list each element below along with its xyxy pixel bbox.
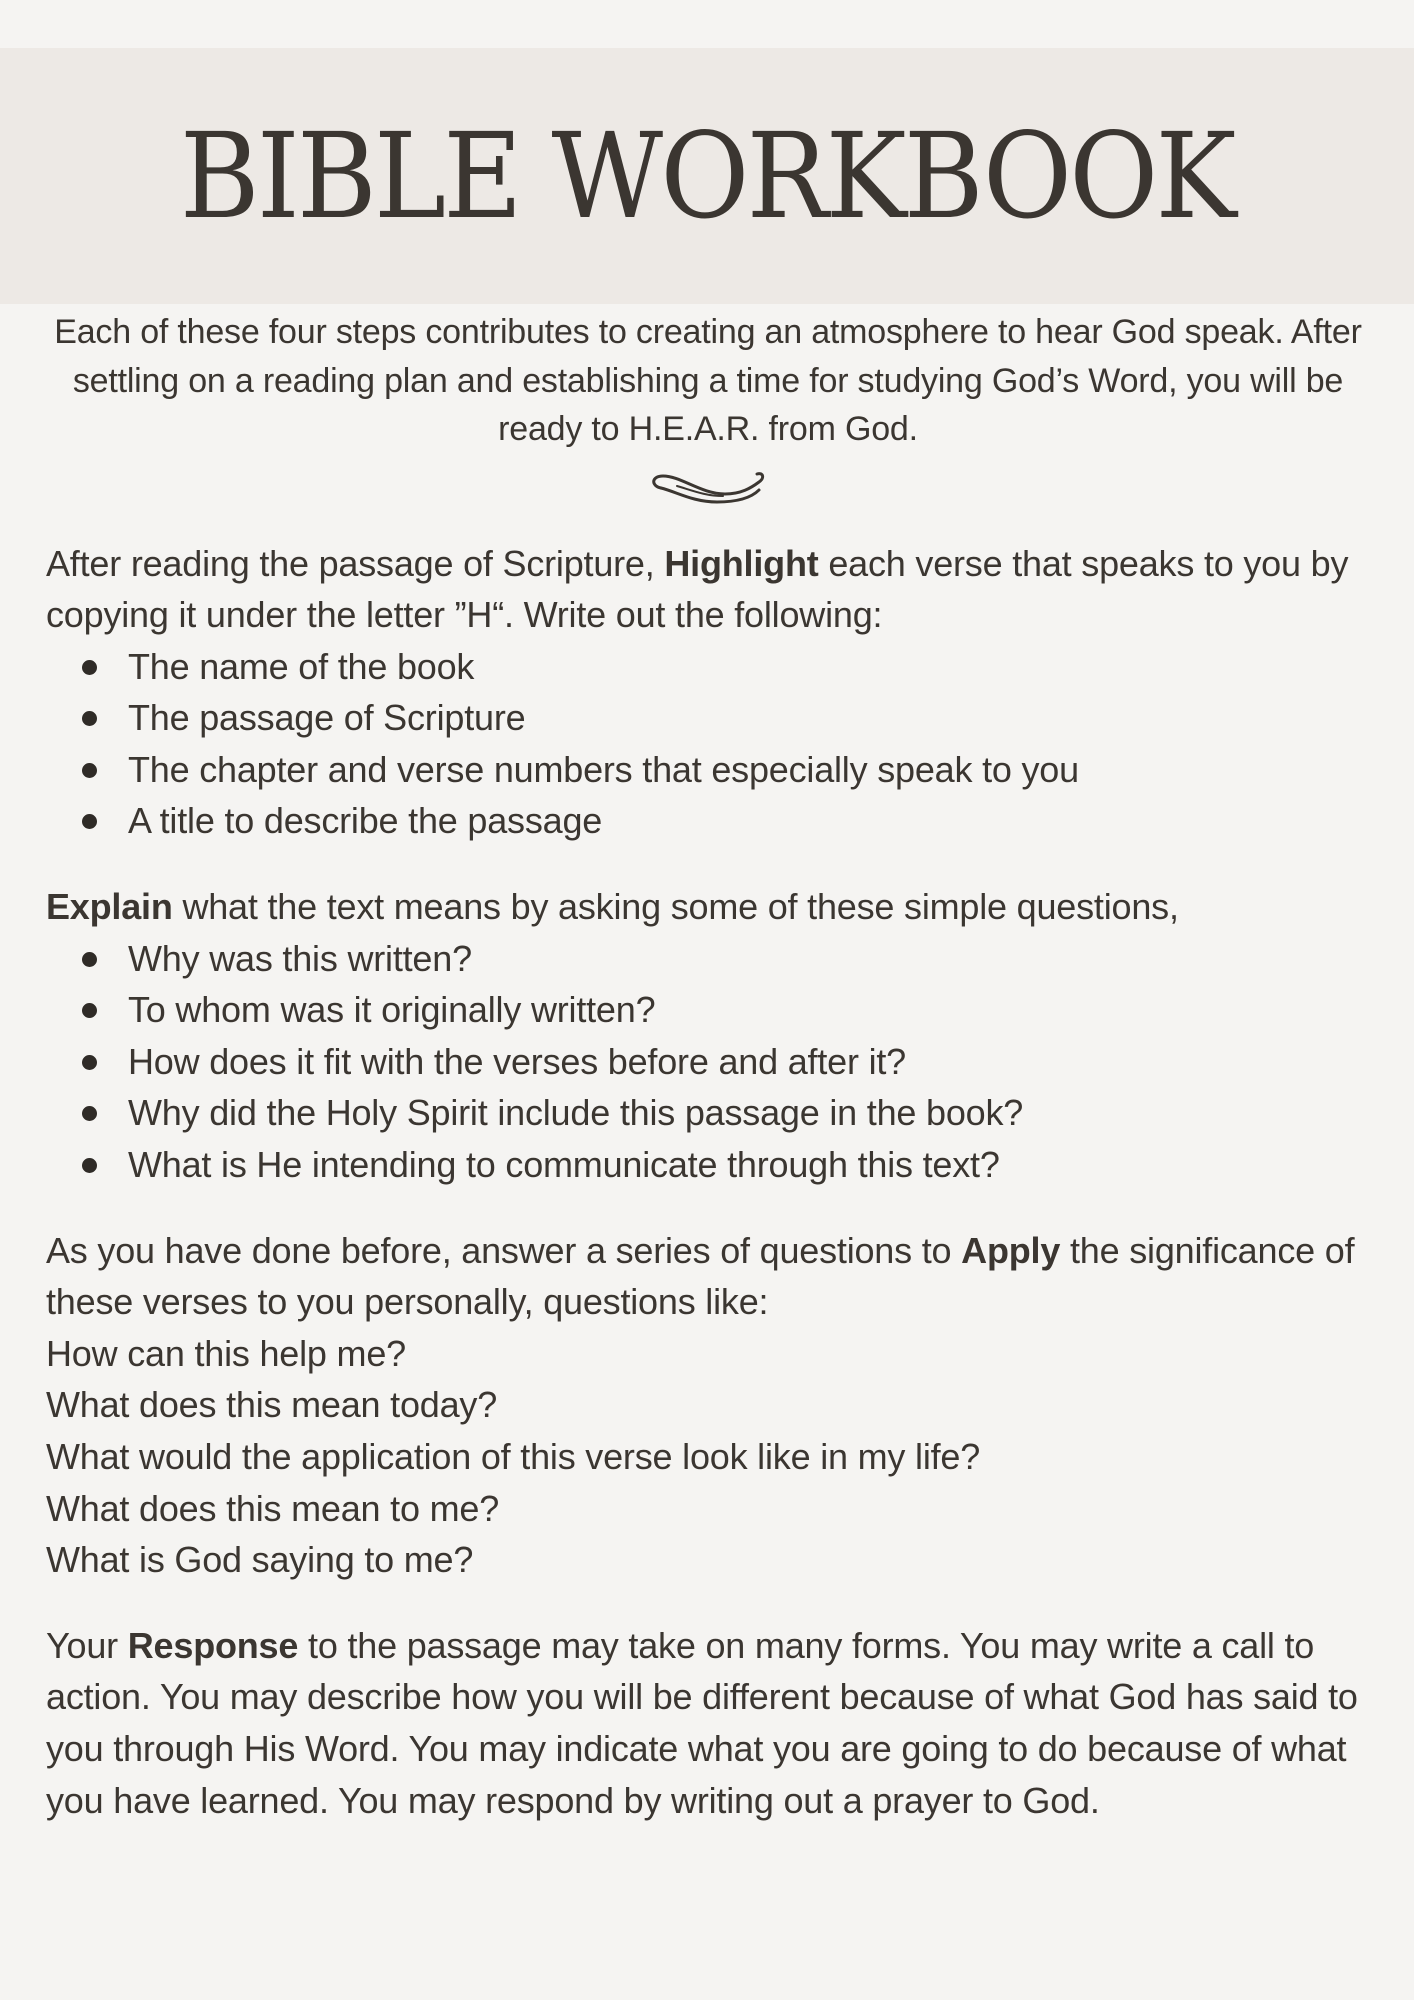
list-item: Why was this written? [46, 933, 1370, 985]
bullet-icon [82, 660, 97, 675]
question-line: What is God saying to me? [46, 1539, 474, 1581]
list-item: A title to describe the passage [46, 795, 1370, 847]
bullet-icon [82, 952, 97, 967]
list-item: To whom was it originally written? [46, 984, 1370, 1036]
list-item: The passage of Scripture [46, 692, 1370, 744]
explain-list [46, 933, 1370, 1191]
apply-questions [46, 1328, 1370, 1586]
bullet-icon [82, 1106, 97, 1121]
flourish-icon [647, 464, 769, 510]
explain-keyword: Explain [46, 886, 173, 928]
list-item: Why did the Holy Spirit include this passage in the book? [46, 1087, 1370, 1139]
list-item: How does it fit with the verses before and after it? [46, 1036, 1370, 1088]
bullet-icon [82, 1003, 97, 1018]
bullet-icon [82, 1055, 97, 1070]
highlight-keyword: Highlight [664, 542, 819, 584]
bullet-icon [82, 1158, 97, 1173]
highlight-list [46, 641, 1370, 847]
respond-keyword: Response [127, 1624, 299, 1666]
list-item: The chapter and verse numbers that especially speak to you [46, 744, 1370, 796]
page-title: BIBLE WORKBOOK [180, 107, 1234, 245]
bullet-icon [82, 814, 97, 829]
question-line: What does this mean to me? [46, 1487, 500, 1529]
highlight-paragraph: After reading the passage of Scripture, Highlight each verse that speaks to you by copying it under the letter ”H“. Write out the following: [46, 542, 1349, 636]
header-band [0, 48, 1414, 304]
question-line: What does this mean today? [46, 1384, 498, 1426]
question-line: How can this help me? [46, 1332, 406, 1374]
intro-paragraph: Each of these four steps contributes to creating an atmosphere to hear God speak. After settling on a reading plan and establishing a time for studying God’s Word, you will be ready to H.E.A.R. from God. [54, 313, 1362, 448]
respond-paragraph: Your Response to the passage may take on many forms. You may write a call to action. You may describe how you will be different because of what God has said to you through His Word. You may indicate what you are going to do because of what you have learned. You may respond by writing out a prayer to God. [46, 1624, 1358, 1821]
document-body [46, 308, 1370, 1826]
apply-keyword: Apply [961, 1229, 1061, 1271]
question-line: What would the application of this verse look like in my life? [46, 1436, 981, 1477]
bullet-icon [82, 763, 97, 778]
bullet-icon [82, 711, 97, 726]
apply-paragraph: As you have done before, answer a series of questions to Apply the significance of these verses to you personally, questions like: [46, 1229, 1355, 1323]
explain-paragraph: Explain what the text means by asking some of these simple questions, [46, 886, 1179, 928]
list-item: What is He intending to communicate through this text? [46, 1139, 1370, 1191]
list-item: The name of the book [46, 641, 1370, 693]
